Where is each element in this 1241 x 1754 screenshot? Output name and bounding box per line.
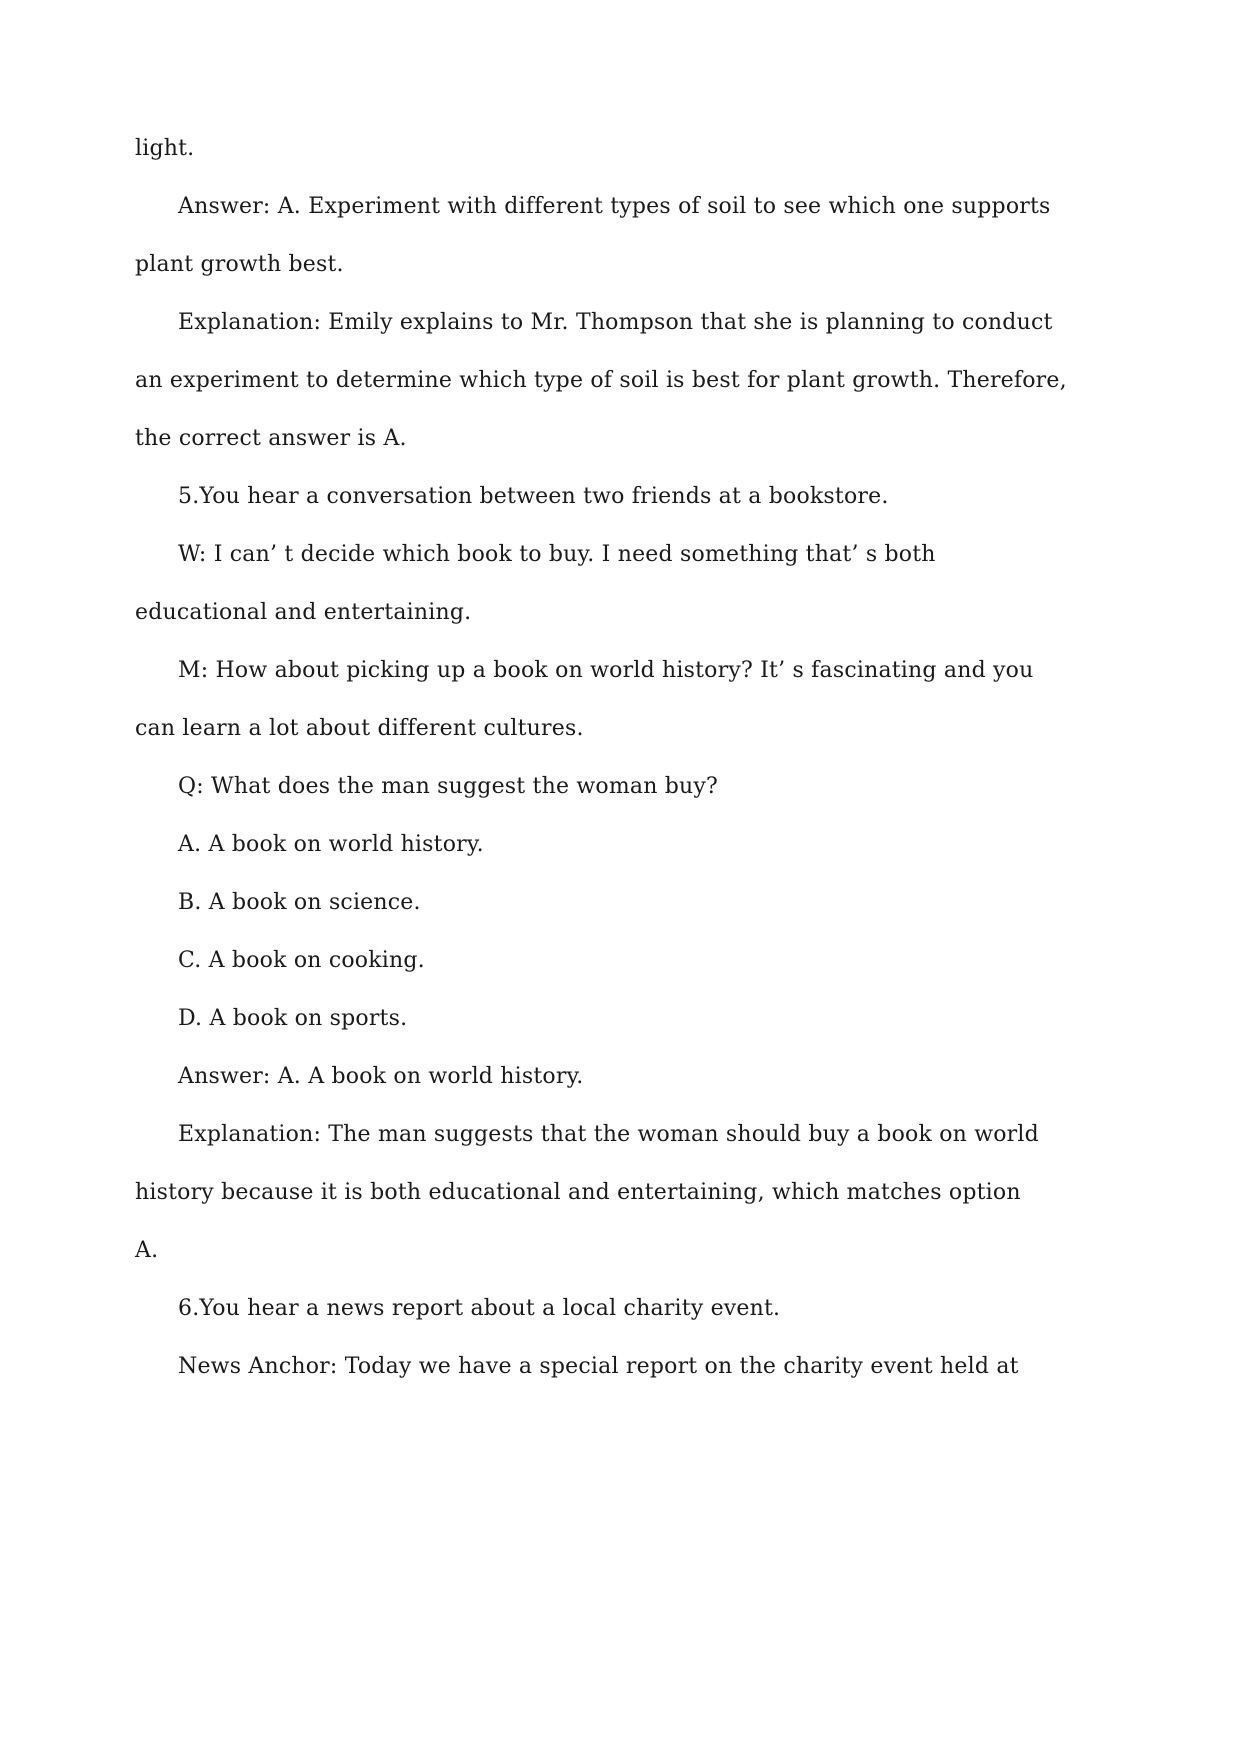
- text-line: light.: [135, 136, 195, 161]
- explanation-line: Explanation: The man suggests that the woman should buy a book on world: [178, 1122, 1039, 1147]
- option-b: B. A book on science.: [178, 890, 421, 915]
- option-a: A. A book on world history.: [178, 832, 484, 857]
- text-line: an experiment to determine which type of soil is best for plant growth. Therefore,: [135, 368, 1067, 393]
- text-line: history because it is both educational and entertaining, which matches option: [135, 1180, 1021, 1205]
- question-heading: 5.You hear a conversation between two friends at a bookstore.: [178, 484, 889, 509]
- text-line: plant growth best.: [135, 252, 344, 277]
- explanation-line: Explanation: Emily explains to Mr. Thompson that she is planning to conduct: [178, 310, 1053, 335]
- text-line: educational and entertaining.: [135, 600, 472, 625]
- answer-line: Answer: A. Experiment with different types of soil to see which one supports: [178, 194, 1051, 219]
- dialogue-line: W: I can’ t decide which book to buy. I need something that’ s both: [178, 542, 936, 567]
- text-line: the correct answer is A.: [135, 426, 407, 451]
- dialogue-line: M: How about picking up a book on world history? It’ s fascinating and you: [178, 658, 1034, 683]
- answer-line: Answer: A. A book on world history.: [178, 1064, 584, 1089]
- dialogue-line: News Anchor: Today we have a special report on the charity event held at: [178, 1354, 1019, 1379]
- question-heading: 6.You hear a news report about a local charity event.: [178, 1296, 781, 1321]
- question-line: Q: What does the man suggest the woman buy?: [178, 774, 719, 799]
- option-c: C. A book on cooking.: [178, 948, 425, 973]
- text-line: can learn a lot about different cultures.: [135, 716, 584, 741]
- text-line: A.: [135, 1238, 159, 1263]
- option-d: D. A book on sports.: [178, 1006, 408, 1031]
